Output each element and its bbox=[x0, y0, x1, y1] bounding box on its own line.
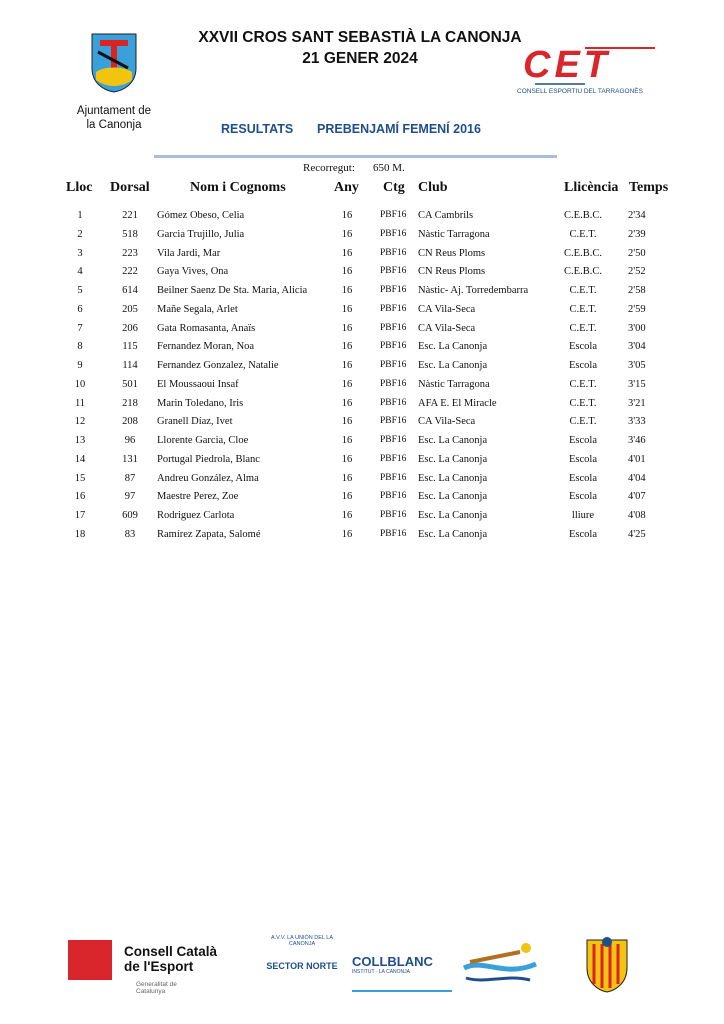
cell-any: 16 bbox=[341, 510, 353, 521]
cell-any: 16 bbox=[341, 285, 353, 296]
course-distance: 650 M. bbox=[373, 162, 405, 174]
col-lloc: Lloc bbox=[66, 180, 93, 195]
cell-lloc: 12 bbox=[74, 416, 86, 428]
event-title: XXVII CROS SANT SEBASTIÀ LA CANONJA bbox=[198, 29, 522, 46]
cell-lloc: 14 bbox=[74, 453, 86, 465]
table-row bbox=[0, 360, 724, 378]
cet-caption: CONSELL ESPORTIU DEL TARRAGONÈS bbox=[517, 88, 643, 95]
cell-temps: 2'34 bbox=[628, 210, 646, 221]
cell-ctg: PBF16 bbox=[380, 360, 407, 370]
cell-dorsal: 208 bbox=[122, 416, 138, 428]
event-date: 21 GENER 2024 bbox=[302, 50, 418, 67]
cell-temps: 2'39 bbox=[628, 228, 646, 240]
cell-llicencia: Escola bbox=[569, 528, 597, 540]
cell-lloc: 2 bbox=[77, 228, 83, 240]
cell-lloc: 1 bbox=[77, 210, 83, 221]
cell-dorsal: 501 bbox=[122, 378, 138, 390]
cell-temps: 2'52 bbox=[628, 266, 646, 278]
la-canonja-shield-logo bbox=[582, 934, 632, 994]
cell-lloc: 5 bbox=[77, 285, 83, 296]
table-row bbox=[0, 510, 724, 528]
cell-ctg: PBF16 bbox=[380, 472, 407, 483]
cell-any: 16 bbox=[341, 322, 353, 334]
cell-name: Gata Romasanta, Anaïs bbox=[157, 322, 256, 334]
cell-llicencia: Escola bbox=[569, 360, 597, 371]
sponsor-2-text: SECTOR NORTE bbox=[266, 961, 338, 971]
cell-temps: 3'05 bbox=[628, 360, 646, 371]
course-label: Recorregut: bbox=[303, 162, 355, 174]
cell-any: 16 bbox=[341, 435, 353, 446]
cell-lloc: 4 bbox=[77, 266, 83, 278]
boat-wave-logo bbox=[460, 938, 540, 990]
cell-ctg: PBF16 bbox=[380, 228, 407, 239]
cell-llicencia: Escola bbox=[569, 435, 597, 446]
cell-temps: 4'07 bbox=[628, 491, 646, 503]
cell-name: Mañe Segala, Arlet bbox=[157, 303, 238, 315]
cell-llicencia: C.E.T. bbox=[569, 303, 597, 315]
cell-name: Beilner Saenz De Sta. Maria, Alicia bbox=[157, 285, 308, 296]
cell-dorsal: 206 bbox=[122, 322, 138, 334]
table-row bbox=[0, 435, 724, 453]
cet-logo-text: CET bbox=[523, 44, 611, 86]
col-llicencia: Llicència bbox=[564, 180, 619, 195]
cell-temps: 2'50 bbox=[628, 247, 646, 259]
cell-dorsal: 221 bbox=[122, 210, 138, 221]
cell-temps: 4'01 bbox=[628, 453, 646, 465]
cell-name: Fernandez Moran, Noa bbox=[157, 341, 255, 353]
cell-ctg: PBF16 bbox=[380, 397, 407, 408]
col-temps: Temps bbox=[629, 180, 669, 195]
cell-llicencia: lliure bbox=[571, 510, 595, 521]
cell-dorsal: 96 bbox=[124, 435, 136, 446]
cell-lloc: 18 bbox=[74, 528, 86, 540]
town-coat-of-arms-logo bbox=[90, 32, 138, 94]
cell-club: CA Vila-Seca bbox=[418, 416, 476, 428]
col-ctg: Ctg bbox=[383, 180, 405, 195]
cell-ctg: PBF16 bbox=[380, 322, 407, 333]
cell-any: 16 bbox=[341, 247, 353, 259]
cell-name: Ramírez Zapata, Salomé bbox=[157, 528, 261, 540]
cet-logo bbox=[515, 44, 660, 100]
cell-lloc: 3 bbox=[77, 247, 83, 259]
cell-lloc: 8 bbox=[77, 341, 83, 353]
cell-dorsal: 131 bbox=[122, 453, 138, 465]
cell-club: Esc. La Canonja bbox=[418, 360, 488, 371]
cell-ctg: PBF16 bbox=[380, 303, 407, 314]
cell-lloc: 10 bbox=[74, 378, 86, 390]
table-row bbox=[0, 529, 724, 547]
cell-lloc: 6 bbox=[77, 303, 83, 315]
cell-club: CA Cambrils bbox=[418, 210, 474, 221]
cell-any: 16 bbox=[341, 378, 353, 390]
table-row bbox=[0, 210, 724, 228]
cell-name: Llorente Garcia, Cloe bbox=[157, 435, 249, 446]
cell-temps: 3'33 bbox=[628, 416, 646, 428]
town-caption-1: Ajuntament de bbox=[76, 105, 152, 117]
collblanc-logo bbox=[352, 942, 452, 992]
cell-name: El Moussaoui Insaf bbox=[157, 378, 239, 390]
cell-ctg: PBF16 bbox=[380, 491, 407, 502]
cell-club: Nàstic Tarragona bbox=[418, 228, 490, 240]
cell-ctg: PBF16 bbox=[380, 341, 407, 352]
cell-dorsal: 115 bbox=[122, 341, 138, 353]
cell-llicencia: C.E.B.C. bbox=[564, 247, 602, 259]
cell-temps: 4'04 bbox=[628, 472, 646, 484]
cell-llicencia: C.E.T. bbox=[569, 285, 597, 296]
cell-ctg: PBF16 bbox=[380, 453, 407, 464]
sponsor-1-line2: de l'Esport bbox=[124, 959, 194, 974]
cell-dorsal: 83 bbox=[124, 528, 136, 540]
table-row bbox=[0, 416, 724, 434]
cell-club: CN Reus Ploms bbox=[418, 266, 486, 278]
cell-ctg: PBF16 bbox=[380, 210, 407, 220]
cell-llicencia: Escola bbox=[569, 341, 597, 353]
cell-name: Gaya Vives, Ona bbox=[157, 266, 229, 278]
cell-llicencia: C.E.B.C. bbox=[564, 210, 602, 221]
cell-lloc: 7 bbox=[77, 322, 83, 334]
cell-ctg: PBF16 bbox=[380, 435, 407, 445]
col-club: Club bbox=[418, 180, 448, 195]
cell-ctg: PBF16 bbox=[380, 528, 407, 539]
cell-club: Esc. La Canonja bbox=[418, 435, 488, 446]
cell-name: Portugal Piedrola, Blanc bbox=[157, 453, 260, 465]
cell-any: 16 bbox=[341, 397, 353, 409]
table-row bbox=[0, 473, 724, 491]
col-name: Nom i Cognoms bbox=[190, 180, 286, 195]
cell-temps: 3'15 bbox=[628, 378, 646, 390]
cell-temps: 4'08 bbox=[628, 510, 646, 521]
cell-club: CN Reus Ploms bbox=[418, 247, 486, 259]
cell-dorsal: 222 bbox=[122, 266, 138, 278]
cell-club: Esc. La Canonja bbox=[418, 341, 488, 353]
col-dorsal: Dorsal bbox=[110, 180, 150, 195]
table-row bbox=[0, 398, 724, 416]
cell-any: 16 bbox=[341, 266, 353, 278]
cell-ctg: PBF16 bbox=[380, 416, 407, 427]
cell-dorsal: 218 bbox=[122, 397, 138, 409]
cell-name: Vila Jardi, Mar bbox=[157, 247, 221, 259]
cell-dorsal: 205 bbox=[122, 303, 138, 315]
cell-llicencia: Escola bbox=[569, 453, 597, 465]
cell-llicencia: C.E.T. bbox=[569, 322, 597, 334]
cell-dorsal: 518 bbox=[122, 228, 138, 240]
cell-llicencia: C.E.T. bbox=[569, 397, 597, 409]
cell-any: 16 bbox=[341, 360, 353, 371]
cell-club: Esc. La Canonja bbox=[418, 472, 488, 484]
cell-ctg: PBF16 bbox=[380, 285, 407, 295]
sponsor-2-ring: A.V.V. LA UNIÓN DEL LA CANONJA bbox=[270, 935, 334, 947]
cell-temps: 3'46 bbox=[628, 435, 646, 446]
cell-dorsal: 87 bbox=[124, 472, 136, 484]
cell-ctg: PBF16 bbox=[380, 266, 407, 277]
table-row bbox=[0, 248, 724, 266]
cell-name: Gómez Obeso, Celia bbox=[157, 210, 245, 221]
town-caption-2: la Canonja bbox=[86, 119, 142, 131]
cell-temps: 2'58 bbox=[628, 285, 646, 296]
cell-temps: 3'21 bbox=[628, 397, 646, 409]
cell-dorsal: 614 bbox=[122, 285, 138, 296]
sponsor-3-text: COLLBLANC bbox=[352, 954, 433, 969]
cell-name: Andreu González, Alma bbox=[157, 472, 259, 484]
cell-temps: 2'59 bbox=[628, 303, 646, 315]
cell-llicencia: C.E.B.C. bbox=[564, 266, 602, 278]
cell-llicencia: C.E.T. bbox=[569, 378, 597, 390]
table-row bbox=[0, 341, 724, 359]
cell-dorsal: 97 bbox=[124, 491, 136, 503]
col-any: Any bbox=[334, 180, 359, 195]
cell-ctg: PBF16 bbox=[380, 247, 407, 258]
table-row bbox=[0, 266, 724, 284]
cell-any: 16 bbox=[341, 341, 353, 353]
cell-name: Rodriguez Carlota bbox=[157, 510, 235, 521]
cell-dorsal: 609 bbox=[122, 510, 138, 521]
cell-dorsal: 223 bbox=[122, 247, 138, 259]
cell-name: Maestre Perez, Zoe bbox=[157, 491, 239, 503]
cell-any: 16 bbox=[341, 491, 353, 503]
cell-lloc: 16 bbox=[74, 491, 86, 503]
table-row bbox=[0, 491, 724, 509]
cell-club: Esc. La Canonja bbox=[418, 510, 488, 521]
cell-temps: 4'25 bbox=[628, 528, 646, 540]
cell-any: 16 bbox=[341, 453, 353, 465]
category-label: PREBENJAMÍ FEMENÍ 2016 bbox=[317, 122, 481, 136]
cell-temps: 3'00 bbox=[628, 322, 646, 334]
cell-any: 16 bbox=[341, 210, 353, 221]
cell-llicencia: C.E.T. bbox=[569, 228, 597, 240]
cell-ctg: PBF16 bbox=[380, 378, 407, 389]
cell-club: Esc. La Canonja bbox=[418, 453, 488, 465]
cell-llicencia: C.E.T. bbox=[569, 416, 597, 428]
cell-lloc: 11 bbox=[74, 397, 86, 409]
cell-club: Nàstic- Aj. Torredembarra bbox=[418, 285, 529, 296]
cell-club: AFA E. El Miracle bbox=[418, 397, 497, 409]
table-row bbox=[0, 454, 724, 472]
cell-name: Granell Díaz, Ivet bbox=[157, 416, 233, 428]
table-row bbox=[0, 323, 724, 341]
table-row bbox=[0, 379, 724, 397]
results-label: RESULTATS bbox=[221, 122, 294, 136]
sector-norte-logo bbox=[264, 935, 340, 999]
cell-any: 16 bbox=[341, 228, 353, 240]
cell-any: 16 bbox=[341, 416, 353, 428]
cell-lloc: 9 bbox=[77, 360, 83, 371]
table-row bbox=[0, 285, 724, 303]
cell-dorsal: 114 bbox=[122, 360, 138, 371]
cell-lloc: 13 bbox=[74, 435, 86, 446]
cell-club: Esc. La Canonja bbox=[418, 491, 488, 503]
cell-club: Esc. La Canonja bbox=[418, 528, 488, 540]
cell-lloc: 17 bbox=[74, 510, 86, 521]
consell-catala-esport-logo bbox=[68, 940, 248, 1000]
cell-llicencia: Escola bbox=[569, 472, 597, 484]
cell-any: 16 bbox=[341, 528, 353, 540]
header-rule bbox=[154, 155, 557, 158]
table-row bbox=[0, 229, 724, 247]
cell-club: Nàstic Tarragona bbox=[418, 378, 490, 390]
sponsor-1-line1: Consell Català bbox=[124, 944, 218, 959]
cell-any: 16 bbox=[341, 303, 353, 315]
cell-club: CA Vila-Seca bbox=[418, 322, 476, 334]
cell-any: 16 bbox=[341, 472, 353, 484]
cell-temps: 3'04 bbox=[628, 341, 646, 353]
cell-club: CA Vila-Seca bbox=[418, 303, 476, 315]
cell-name: Fernandez Gonzalez, Natalie bbox=[157, 360, 279, 371]
cell-llicencia: Escola bbox=[569, 491, 597, 503]
cell-name: Marin Toledano, Iris bbox=[157, 397, 244, 409]
cell-name: Garcia Trujillo, Julia bbox=[157, 228, 245, 240]
cell-ctg: PBF16 bbox=[380, 510, 407, 520]
table-row bbox=[0, 304, 724, 322]
sponsor-3-sub: INSTITUT · LA CANONJA bbox=[352, 969, 410, 975]
sponsor-1-gov: Generalitat de Catalunya bbox=[136, 981, 177, 995]
cell-lloc: 15 bbox=[74, 472, 86, 484]
